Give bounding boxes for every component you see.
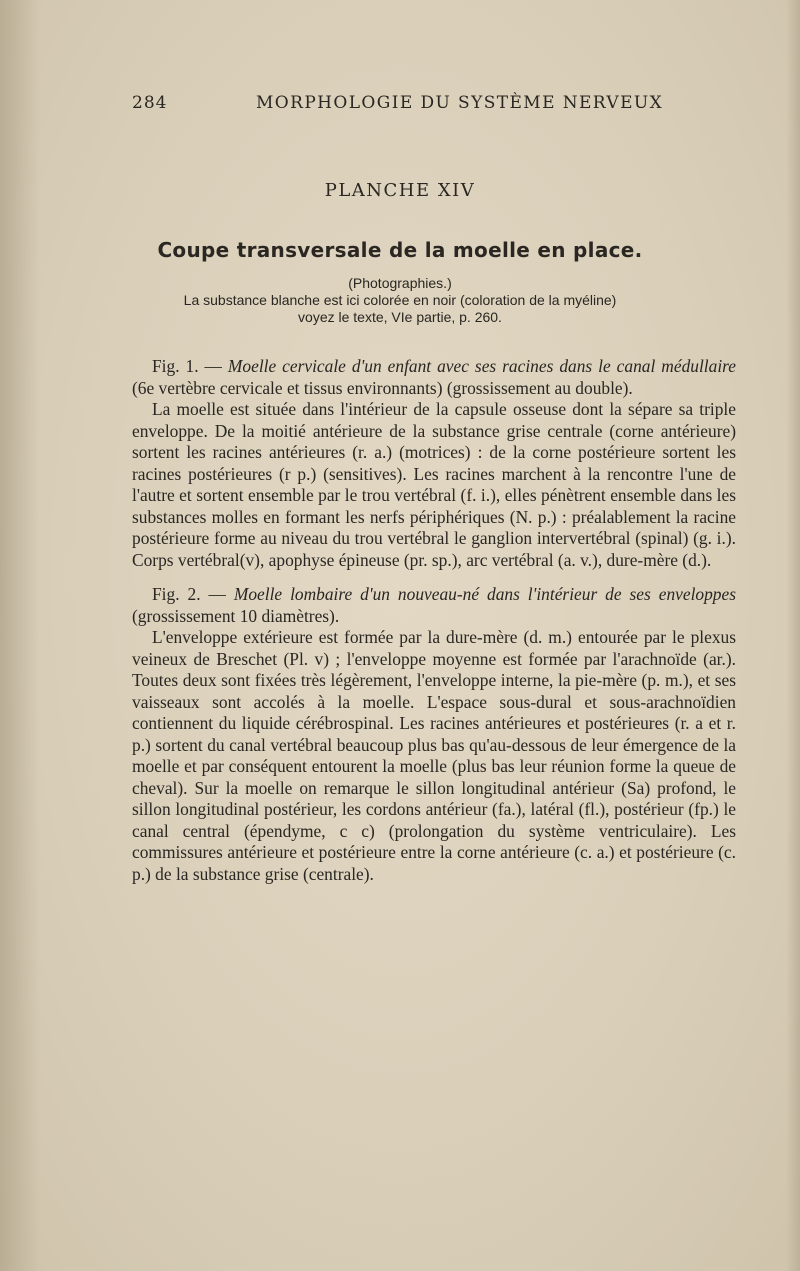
note-line-2: La substance blanche est ici colorée en noir (coloration de la myéline) <box>183 292 617 308</box>
fig1-intro <box>132 356 736 399</box>
page-number: 284 <box>132 93 168 113</box>
running-title: MORPHOLOGIE DU SYSTÈME NERVEUX <box>256 93 664 113</box>
note-line-3: voyez le texte, VIe partie, p. 260. <box>298 309 502 325</box>
fig2-title: Moelle lombaire d'un nouveau-né dans l'intérieur de ses enveloppes <box>233 584 736 604</box>
figure-descriptions <box>132 356 736 885</box>
fig2-body: L'enveloppe extérieure est formée par la dure-mère (d. m.) entourée par le plexus veineux de Breschet (Pl. v) ; l'enveloppe moyenne est formée par l'arachnoïde (ar.). Toutes deux sont fixées très légèrement, l'enveloppe interne, la pie-mère (p. m.), et ses vaisseaux sont accolés à la moelle. L'espace sous-dural et sous-arachnoïdien contiennent du liquide cérébrospinal. Les racines antérieures et postérieures (r. a et r. p.) sortent du canal vertébral beaucoup plus bas qu'au-dessous de leur émergence de la moelle et par conséquent entourent la moelle (plus bas leur réunion forme la queue de cheval). Sur la moelle on remarque le sillon longitudinal antérieur (Sa) profond, le sillon longitudinal postérieur, les cordons antérieur (fa.), latéral (fl.), postérieur (fp.) le canal central (épendyme, c c) (prolongation du système ventriculaire). Les commissures antérieure et postérieure entre la corne antérieure (c. a.) et postérieure (c. p.) de la substance grise (centrale). <box>132 627 736 884</box>
fig2-intro-rest: (grossissement 10 diamètres). <box>132 605 340 626</box>
fig2-label: Fig. 2. — <box>152 584 226 604</box>
caption-title: Coupe transversale de la moelle en place. <box>157 238 643 262</box>
fig1-title: Moelle cervicale d'un enfant avec ses racines dans le canal médullaire <box>227 356 736 376</box>
plate-title: PLANCHE XIV <box>324 180 476 201</box>
fig1-label: Fig. 1. — <box>152 356 222 376</box>
note-line-1: (Photographies.) <box>348 275 452 291</box>
page-header <box>132 93 732 117</box>
fig1-intro-rest: (6e vertèbre cervicale et tissus environnants) (grossissement au double). <box>132 377 633 398</box>
fig2-intro <box>132 584 736 627</box>
fig1-body: La moelle est située dans l'intérieur de la capsule osseuse dont la sépare sa triple enveloppe. De la moitié antérieure de la substance grise centrale (corne antérieure) sortent les racines antérieures (r. a.) (motrices) : de la corne postérieure sortent les racines postérieures (r p.) (sensitives). Les racines marchent à la rencontre l'une de l'autre et sortent ensemble par le trou vertébral (f. i.), elles pénètrent ensemble dans les substances molles en formant les nerfs périphériques (N. p.) : préalablement la racine postérieure forme au niveau du trou vertébral le ganglion intervertébral (spinal) (g. i.). Corps vertébral(v), apophyse épineuse (pr. sp.), arc vertébral (a. v.), dure-mère (d.). <box>132 399 736 570</box>
